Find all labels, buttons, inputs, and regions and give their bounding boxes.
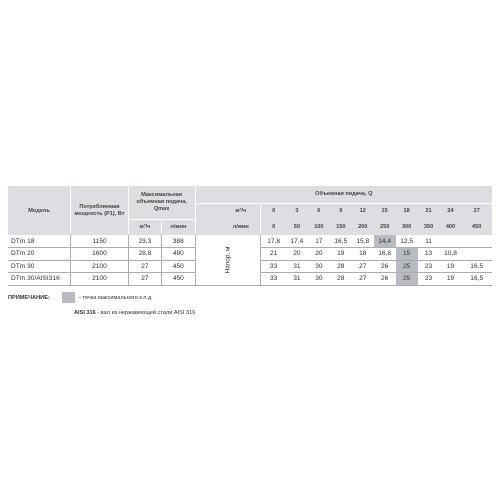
row-head-3: 19 <box>330 248 352 261</box>
row-head-1: 31 <box>286 273 308 286</box>
row-head-6: 15 <box>396 248 418 261</box>
row-qmax-m3h: 27 <box>128 273 161 286</box>
header-unit-lmin: л/мин <box>221 219 261 235</box>
row-head-3: 28 <box>330 273 352 286</box>
row-head-2: 30 <box>308 260 330 273</box>
row-head-2: 30 <box>308 273 330 286</box>
row-head-5: 16,8 <box>374 248 396 261</box>
flow-m3h-5: 15 <box>374 203 396 219</box>
row-head-8: 19 <box>440 260 462 273</box>
header-unit-m3h: м³/ч <box>221 203 261 219</box>
row-head-5: 26 <box>374 273 396 286</box>
flow-m3h-8: 24 <box>440 203 462 219</box>
row-head-9 <box>461 248 492 261</box>
row-head-3: 16,5 <box>330 235 352 248</box>
header-model: Модель <box>8 186 71 235</box>
row-head-8 <box>440 235 462 248</box>
row-head-1: 17,4 <box>286 235 308 248</box>
row-head-5: 14,4 <box>374 235 396 248</box>
head-label-text: Напор, м <box>224 246 232 274</box>
row-head-9: 16,5 <box>461 260 492 273</box>
flow-lmin-7: 350 <box>418 219 440 235</box>
row-qmax-lmin: 450 <box>162 273 195 286</box>
flow-lmin-2: 100 <box>308 219 330 235</box>
row-power: 2100 <box>71 260 128 273</box>
row-head-0: 21 <box>261 248 286 261</box>
row-head-6: 25 <box>396 260 418 273</box>
row-model: DTm 30/AISI316 <box>8 273 71 286</box>
flow-lmin-0: 0 <box>261 219 286 235</box>
flow-lmin-6: 300 <box>396 219 418 235</box>
flow-m3h-3: 9 <box>330 203 352 219</box>
row-head-6: 12,5 <box>396 235 418 248</box>
head-label <box>195 235 261 285</box>
header-flow-title: Объемная подача, Q <box>195 186 492 203</box>
header-power: Потребляемая мощность (P1), Вт <box>71 186 128 235</box>
flow-m3h-4: 12 <box>352 203 374 219</box>
row-head-0: 33 <box>261 273 286 286</box>
header-qmax-lmin: л/мин <box>162 219 195 235</box>
note-legend: - точка максимального к.п.д. <box>79 295 153 301</box>
row-power: 1150 <box>71 235 128 248</box>
row-head-4: 27 <box>352 273 374 286</box>
header-max-flow: Максимальная объемная подача, Qmax <box>128 186 195 219</box>
row-head-4: 27 <box>352 260 374 273</box>
row-head-0: 17,8 <box>261 235 286 248</box>
row-head-5: 26 <box>374 260 396 273</box>
row-head-9 <box>461 235 492 248</box>
flow-lmin-3: 150 <box>330 219 352 235</box>
row-head-9: 16,5 <box>461 273 492 286</box>
row-head-7: 11 <box>418 235 440 248</box>
flow-m3h-6: 18 <box>396 203 418 219</box>
row-head-4: 18 <box>352 248 374 261</box>
row-qmax-lmin: 480 <box>162 248 195 261</box>
flow-lmin-9: 450 <box>461 219 492 235</box>
table-row <box>8 235 492 248</box>
note-aisi-text: - вал из нержавеющей стали AISI 316 <box>95 310 196 316</box>
note-aisi <box>74 310 195 316</box>
flow-m3h-2: 6 <box>308 203 330 219</box>
note-aisi-bold: AISI 316 <box>74 310 96 316</box>
row-head-0: 33 <box>261 260 286 273</box>
row-qmax-m3h: 27 <box>128 260 161 273</box>
row-qmax-lmin: 450 <box>162 260 195 273</box>
flow-m3h-9: 27 <box>461 203 492 219</box>
row-head-4: 15,8 <box>352 235 374 248</box>
header-qmax-m3h: м³/ч <box>128 219 161 235</box>
row-head-1: 20 <box>286 248 308 261</box>
flow-lmin-4: 200 <box>352 219 374 235</box>
row-head-3: 28 <box>330 260 352 273</box>
row-head-2: 17 <box>308 235 330 248</box>
flow-m3h-7: 21 <box>418 203 440 219</box>
max-efficiency-swatch <box>62 292 75 303</box>
row-power: 2100 <box>71 273 128 286</box>
row-head-8: 19 <box>440 273 462 286</box>
note-label: ПРИМЕЧАНИЕ: <box>8 295 50 301</box>
row-head-7: 23 <box>418 273 440 286</box>
flow-m3h-1: 3 <box>286 203 308 219</box>
row-model: DTm 30 <box>8 260 71 273</box>
row-head-2: 20 <box>308 248 330 261</box>
row-head-7: 13 <box>418 248 440 261</box>
row-qmax-lmin: 388 <box>162 235 195 248</box>
row-head-6: 25 <box>396 273 418 286</box>
pump-spec-table <box>8 186 492 286</box>
row-model: DTm 18 <box>8 235 71 248</box>
flow-lmin-5: 250 <box>374 219 396 235</box>
row-head-7: 23 <box>418 260 440 273</box>
row-head-8: 10,8 <box>440 248 462 261</box>
row-qmax-m3h: 28,8 <box>128 248 161 261</box>
row-power: 1600 <box>71 248 128 261</box>
flow-lmin-8: 400 <box>440 219 462 235</box>
row-head-1: 31 <box>286 260 308 273</box>
row-model: DTm 20 <box>8 248 71 261</box>
row-qmax-m3h: 23,3 <box>128 235 161 248</box>
flow-lmin-1: 50 <box>286 219 308 235</box>
flow-m3h-0: 0 <box>261 203 286 219</box>
